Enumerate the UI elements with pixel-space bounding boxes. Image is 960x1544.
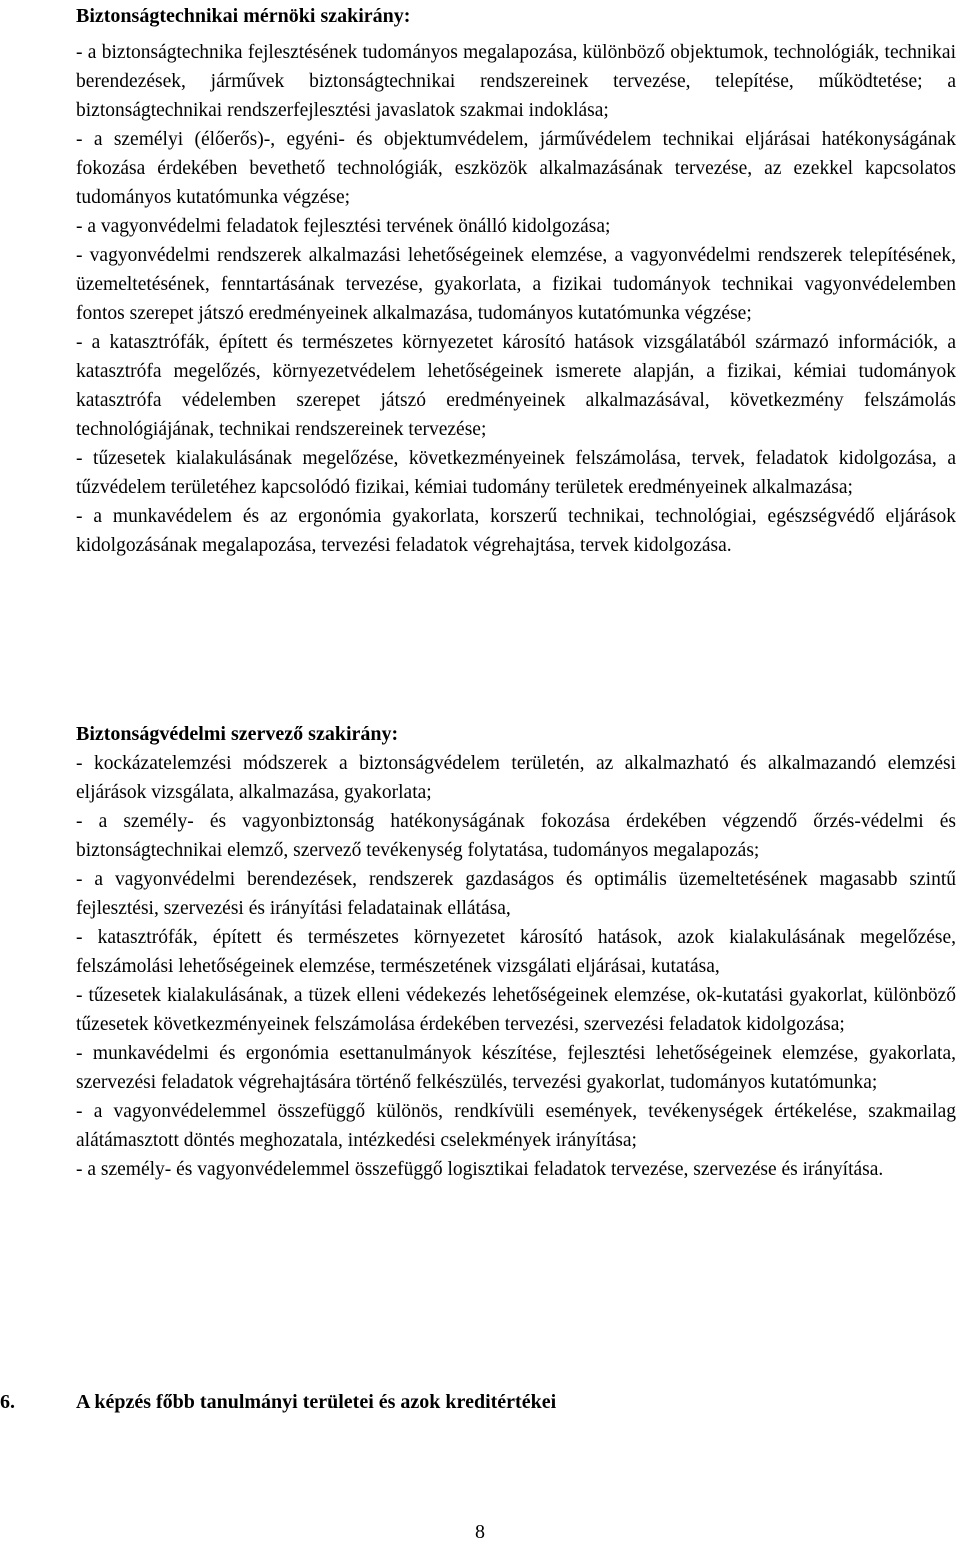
list-item: - a katasztrófák, épített és természetes környezetet károsító hatások vizsgálatából származó információk, a katasztrófa megelőzés, környezetvédelem lehetőségeinek ismerete alapján, a fizikai, kémiai tudományok katasztrófa védelemben szerepet játszó eredményeinek alkalmazásával, következmény felszámolás technológiájának, technikai rendszereinek tervezése; [76, 332, 956, 440]
list-item: - katasztrófák, épített és természetes környezetet károsító hatások, azok kialakulásának megelőzése, felszámolási lehetőségeinek elemzése, természetének vizsgálati eljárásai, kutatása, [76, 927, 956, 977]
section-number: 6. [0, 1391, 15, 1413]
list-item: - kockázatelemzési módszerek a biztonságvédelem területén, az alkalmazható és alkalmazandó elemzési eljárások vizsgálata, alkalmazása, gyakorlata; [76, 753, 956, 803]
page-number: 8 [475, 1521, 485, 1543]
list-item: - a személy- és vagyonbiztonság hatékonyságának fokozása érdekében végzendő őrzés-védelmi és biztonságtechnikai elemző, szervező tevékenység folytatása, tudományos megalapozás; [76, 811, 956, 861]
list-item: - a személy- és vagyonvédelemmel összefüggő logisztikai feladatok tervezése, szervezése és irányítása. [76, 1159, 884, 1180]
list-item: - tűzesetek kialakulásának megelőzése, következményeinek felszámolása, tervek, feladatok kidolgozása, a tűzvédelem területéhez kapcsolódó fizikai, kémiai tudomány területek eredményeinek alkalmazása; [76, 448, 956, 498]
list-item: - a biztonságtechnika fejlesztésének tudományos megalapozása, különböző objektumok, technológiák, technikai berendezések, járművek biztonságtechnikai rendszereinek tervezése, telepítése, működtetése; a biztonságtechnikai rendszerfejlesztési javaslatok szakmai indoklása; [76, 42, 956, 121]
list-item: - a vagyonvédelmi berendezések, rendszerek gazdaságos és optimális üzemeltetésének magasabb szintű fejlesztési, szervezési és irányítási feladatainak ellátása, [76, 869, 956, 919]
list-item: - a munkavédelem és az ergonómia gyakorlata, korszerű technikai, technológiai, egészségvédő eljárások kidolgozásának megalapozása, tervezési feladatok végrehajtása, tervek kidolgozása. [76, 506, 956, 556]
list-item: - a vagyonvédelemmel összefüggő különös, rendkívüli események, tevékenységek értékelése, szakmailag alátámasztott döntés meghozatala, intézkedési cselekmények irányítása; [76, 1101, 956, 1151]
section-title: A képzés főbb tanulmányi területei és azok kreditértékei [76, 1391, 557, 1413]
section-body-biztonsagtechnikai [76, 38, 956, 560]
section-heading-biztonsagtechnikai: Biztonságtechnikai mérnöki szakirány: [76, 5, 411, 27]
section-heading-biztonsagvedelmi: Biztonságvédelmi szervező szakirány: [76, 723, 399, 745]
list-item: - a vagyonvédelmi feladatok fejlesztési tervének önálló kidolgozása; [76, 216, 611, 237]
section-body-biztonsagvedelmi [76, 749, 956, 1184]
list-item: - tűzesetek kialakulásának, a tüzek elleni védekezés lehetőségeinek elemzése, ok-kutatási gyakorlat, különböző tűzesetek következményeinek felszámolása érdekében tervezési, szervezési feladatok kidolgozása; [76, 985, 956, 1035]
list-item: - munkavédelmi és ergonómia esettanulmányok készítése, fejlesztési lehetőségeinek elemzése, gyakorlata, szervezési feladatok végrehajtására történő felkészülés, tervezési gyakorlat, tudományos kutatómunka; [76, 1043, 956, 1093]
list-item: - vagyonvédelmi rendszerek alkalmazási lehetőségeinek elemzése, a vagyonvédelmi rendszerek telepítésének, üzemeltetésének, fenntartásának tervezése, gyakorlata, a fizikai tudományok technikai vagyonvédelemben fontos szerepet játszó eredményeinek alkalmazása, tudományos kutatómunka végzése; [76, 245, 956, 324]
list-item: - a személyi (élőerős)-, egyéni- és objektumvédelem, járművédelem technikai eljárásai hatékonyságának fokozása érdekében bevethető technológiák, eszközök alkalmazásának tervezése, az ezekkel kapcsolatos tudományos kutatómunka végzése; [76, 129, 956, 208]
